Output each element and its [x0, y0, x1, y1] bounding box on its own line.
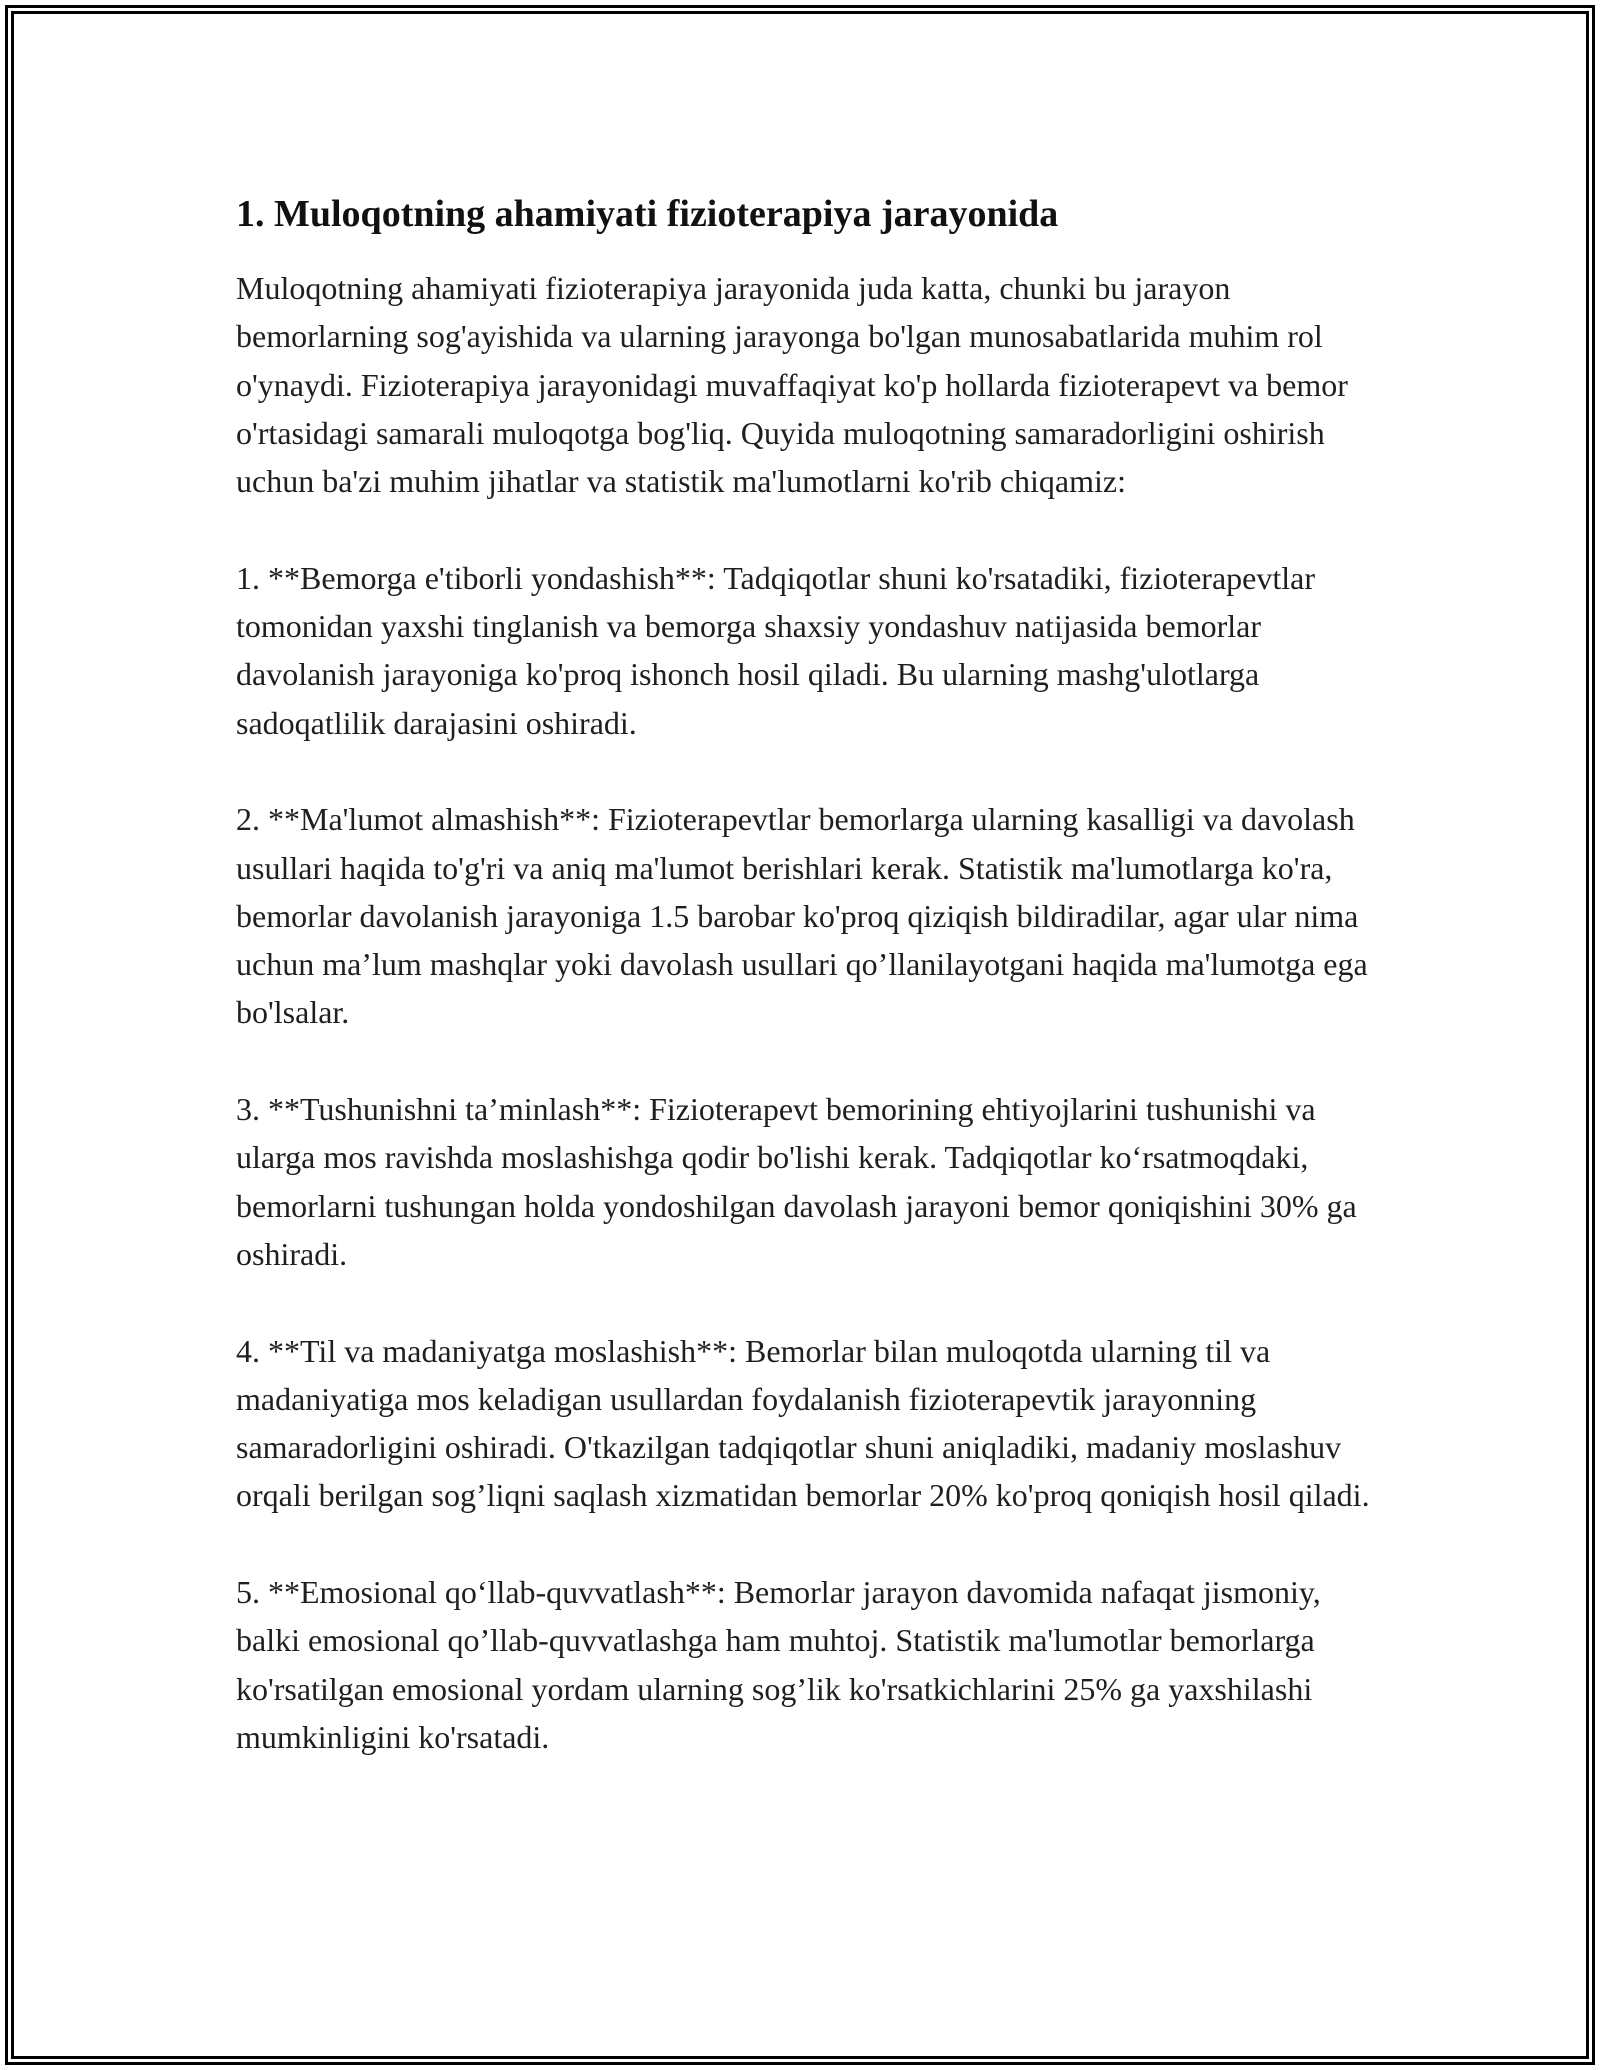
- point-paragraph: 5. **Emosional qo‘llab-quvvatlash**: Bemorlar jarayon davomida nafaqat jismoniy, balki emosional qo’llab-quvvatlashga ham muhtoj. Statistik ma'lumotlar bemorlarga ko'rsatilgan emosional yordam ularning sog’lik ko'rsatkichlarini 25% ga yaxshilashi mumkinligini ko'rsatadi.: [236, 1574, 1321, 1755]
- point-paragraph: 1. **Bemorga e'tiborli yondashish**: Tadqiqotlar shuni ko'rsatadiki, fizioterapevtlar tomonidan yaxshi tinglanish va bemorga shaxsiy yondashuv natijasida bemorlar davolanish jarayoniga ko'proq ishonch hosil qiladi. Bu ularning mashg'ulotlarga sadoqatlilik darajasini oshiradi.: [236, 559, 1315, 741]
- intro-paragraph: Muloqotning ahamiyati fizioterapiya jarayonida juda katta, chunki bu jarayon bemorlarning sog'ayishida va ularning jarayonga bo'lgan munosabatlarida muhim rol o'ynaydi. Fizioterapiya jarayonidagi muvaffaqiyat ko'p hollarda fizioterapevt va bemor o'rtasidagi samarali muloqotga bog'liq. Quyida muloqotning samaradorligini oshirish uchun ba'zi muhim jihatlar va statistik ma'lumotlarni ko'rib chiqamiz:: [236, 270, 1348, 500]
- section-title: 1. Muloqotning ahamiyati fizioterapiya jarayonida: [236, 193, 1059, 235]
- point-paragraph: 2. **Ma'lumot almashish**: Fizioterapevtlar bemorlarga ularning kasalligi va davolash usullari haqida to'g'ri va aniq ma'lumot berishlari kerak. Statistik ma'lumotlarga ko'ra, bemorlar davolanish jarayoniga 1.5 barobar ko'proq qiziqish bildiradilar, agar ular nima uchun ma’lum mashqlar yoki davolash usullari qo’llanilayotgani haqida ma'lumotga ega bo'lsalar.: [236, 801, 1368, 1031]
- document-body: [236, 188, 1376, 1810]
- point-paragraph: 4. **Til va madaniyatga moslashish**: Bemorlar bilan muloqotda ularning til va madaniyatiga mos keladigan usullardan foydalanish fizioterapevtik jarayonning samaradorligini oshiradi. O'tkazilgan tadqiqotlar shuni aniqladiki, madaniy moslashuv orqali berilgan sog’liqni saqlash xizmatidan bemorlar 20% ko'proq qoniqish hosil qiladi.: [236, 1332, 1370, 1514]
- point-paragraph: 3. **Tushunishni ta’minlash**: Fizioterapevt bemorining ehtiyojlarini tushunishi va ularga mos ravishda moslashishga qodir bo'lishi kerak. Tadqiqotlar ko‘rsatmoqdaki, bemorlarni tushungan holda yondoshilgan davolash jarayoni bemor qoniqishini 30% ga oshiradi.: [236, 1091, 1357, 1272]
